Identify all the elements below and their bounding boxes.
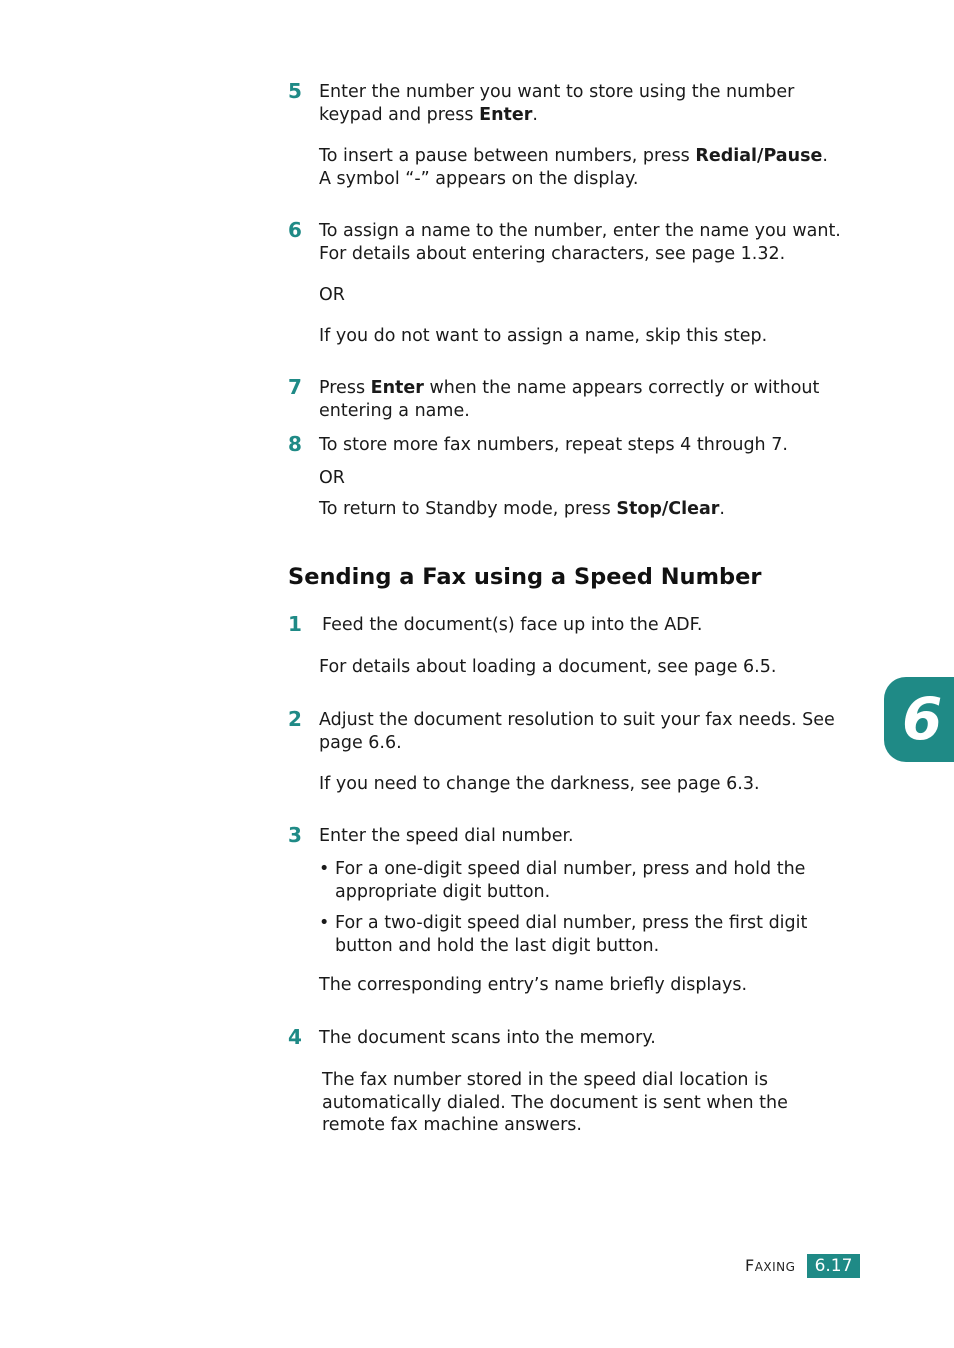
step-text <box>319 377 859 422</box>
text-line: Press Enter when the name appears correctly or without <box>319 378 820 398</box>
page-number: 6.17 <box>807 1254 860 1278</box>
chapter-number: 6 <box>902 685 943 753</box>
text-line: For details about entering characters, see page 1.32. <box>319 243 786 264</box>
text-line: entering a name. <box>319 400 470 421</box>
text-line: The fax number stored in the speed dial location is <box>322 1070 769 1090</box>
text-line: keypad and press Enter. <box>319 104 538 125</box>
step-number: 3 <box>288 823 302 847</box>
text-line: remote fax machine answers. <box>322 1115 582 1135</box>
bullet-text <box>335 858 835 903</box>
text-line: To assign a name to the number, enter the name you want. <box>319 221 841 241</box>
step-note: To return to Standby mode, press Stop/Clear. <box>319 499 725 519</box>
text-line: Enter the number you want to store using the number <box>319 82 795 102</box>
step-text <box>319 81 859 126</box>
step-number: 1 <box>288 612 302 636</box>
step-text: Enter the speed dial number. <box>319 826 574 846</box>
text-line: For a one-digit speed dial number, press and hold the <box>335 859 806 879</box>
step-text <box>319 709 859 754</box>
step-note: If you do not want to assign a name, skip this step. <box>319 326 768 346</box>
step-note <box>319 145 859 190</box>
step-text: The document scans into the memory. <box>319 1028 656 1048</box>
section-heading: Sending a Fax using a Speed Number <box>288 564 762 590</box>
step-text <box>319 220 859 265</box>
text-line: Adjust the document resolution to suit your fax needs. See <box>319 710 835 730</box>
step-number: 5 <box>288 79 302 103</box>
text-line: For a two-digit speed dial number, press the first digit <box>335 913 808 933</box>
step-note: For details about loading a document, see page 6.5. <box>319 657 777 677</box>
step-note: If you need to change the darkness, see page 6.3. <box>319 774 760 794</box>
step-note <box>322 1069 862 1137</box>
text-line: automatically dialed. The document is sent when the <box>322 1092 788 1113</box>
step-text: Feed the document(s) face up into the ADF. <box>322 615 703 635</box>
footer-section-label: FAXING <box>745 1256 796 1275</box>
step-number: 4 <box>288 1025 302 1049</box>
text-line: appropriate digit button. <box>335 881 551 902</box>
text-line: button and hold the last digit button. <box>335 935 660 956</box>
or-text: OR <box>319 468 345 488</box>
bullet-text <box>335 912 835 957</box>
chapter-tab <box>884 677 954 762</box>
step-number: 6 <box>288 218 302 242</box>
text-line: A symbol “-” appears on the display. <box>319 168 639 189</box>
text-line: page 6.6. <box>319 732 402 753</box>
or-text: OR <box>319 285 345 305</box>
bullet-dot: • <box>319 859 330 879</box>
step-text: To store more fax numbers, repeat steps 4 through 7. <box>319 435 788 455</box>
bullet-dot: • <box>319 913 330 933</box>
step-note: The corresponding entry’s name briefly displays. <box>319 975 748 995</box>
step-number: 8 <box>288 432 302 456</box>
step-number: 7 <box>288 375 302 399</box>
text-line: To insert a pause between numbers, press Redial/Pause. <box>319 146 828 166</box>
step-number: 2 <box>288 707 302 731</box>
